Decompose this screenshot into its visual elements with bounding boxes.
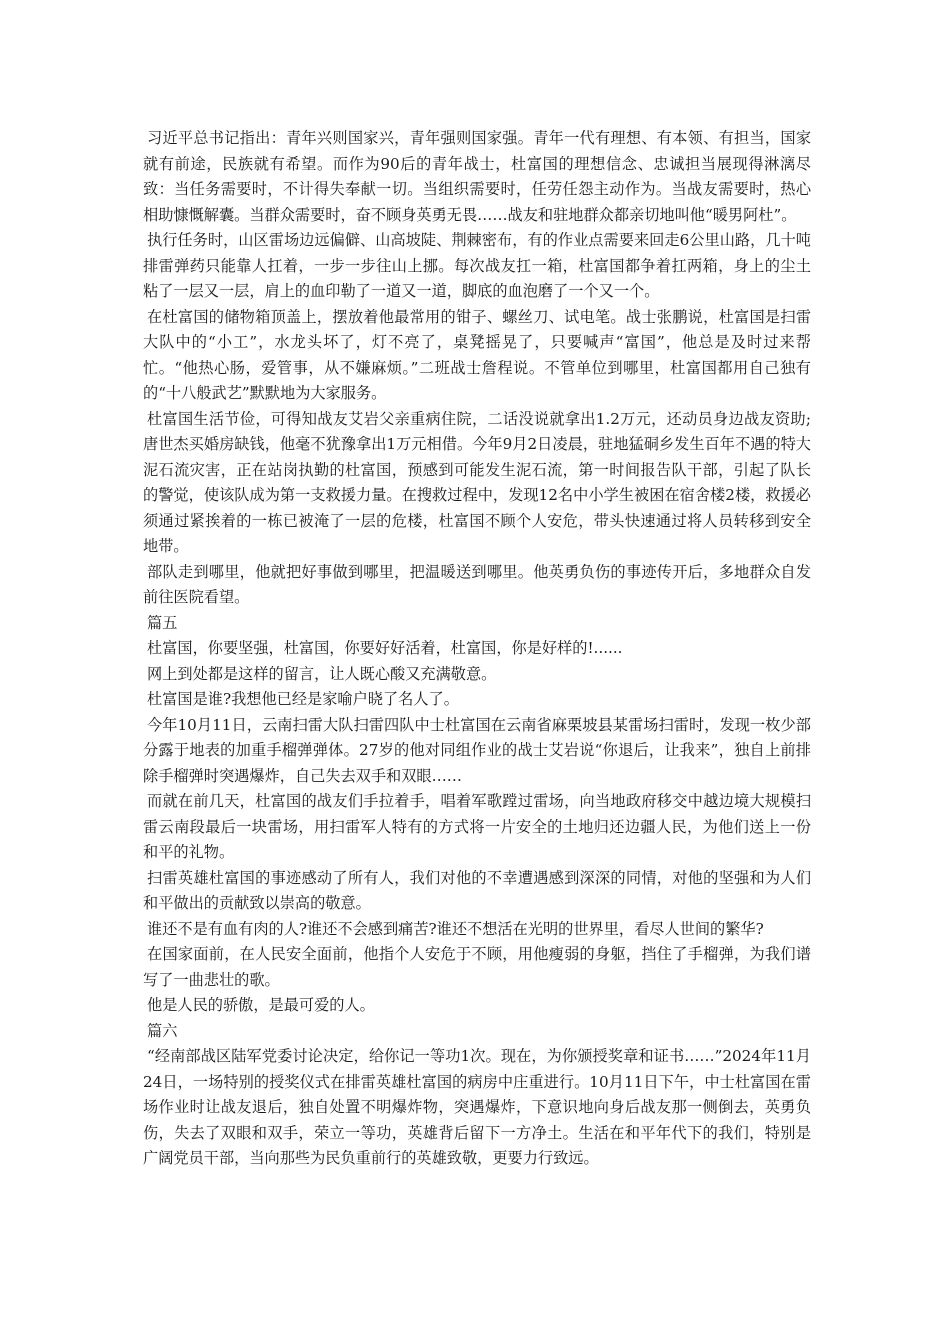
paragraph: 在国家面前，在人民安全面前，他指个人安危于不顾，用他瘦弱的身躯，挡住了手榴弹，为我们谱写了一曲悲壮的歌。 <box>143 945 811 989</box>
paragraph: “经南部战区陆军党委讨论决定，给你记一等功1次。现在，为你颁授奖章和证书……”2024年11月24日，一场特别的授奖仪式在排雷英雄杜富国的病房中庄重进行。10月11日下午，中士杜富国在雷场作业时让战友退后，独自处置不明爆炸物，突遇爆炸，下意识地向身后战友那一侧倒去，英勇负伤，失去了双眼和双手，荣立一等功，英雄背后留下一方净土。生活在和平年代下的我们，特别是广阔党员干部，当向那些为民负重前行的英雄致敬，更要力行致远。 <box>143 1047 811 1167</box>
document-page <box>143 126 811 1172</box>
paragraph: 习近平总书记指出：青年兴则国家兴，青年强则国家强。青年一代有理想、有本领、有担当，国家就有前途，民族就有希望。而作为90后的青年战士，杜富国的理想信念、忠诚担当展现得淋漓尽致：当任务需要时，不计得失奉献一切。当组织需要时，任劳任怨主动作为。当战友需要时，热心相助慷慨解囊。当群众需要时，奋不顾身英勇无畏……战友和驻地群众都亲切地叫他“暖男阿杜”。 <box>143 129 811 224</box>
paragraph: 杜富国生活节俭，可得知战友艾岩父亲重病住院，二话没说就拿出1.2万元，还动员身边战友资助;唐世杰买婚房缺钱，他毫不犹豫拿出1万元相借。今年9月2日凌晨，驻地猛硐乡发生百年不遇的特大泥石流灾害，正在站岗执勤的杜富国，预感到可能发生泥石流，第一时间报告队干部，引起了队长的警觉，使该队成为第一支救援力量。在搜救过程中，发现12名中小学生被困在宿舍楼2楼，救援必须通过紧挨着的一栋已被淹了一层的危楼，杜富国不顾个人安危，带头快速通过将人员转移到安全地带。 <box>143 409 811 555</box>
paragraph: 网上到处都是这样的留言，让人既心酸又充满敬意。 <box>147 664 497 683</box>
paragraph: 而就在前几天，杜富国的战友们手拉着手，唱着军歌蹚过雷场，向当地政府移交中越边境大规模扫雷云南段最后一块雷场，用扫雷军人特有的方式将一片安全的土地归还边疆人民，为他们送上一份和平的礼物。 <box>143 792 811 861</box>
section-heading: 篇六 <box>147 1021 178 1040</box>
paragraph: 谁还不是有血有肉的人?谁还不会感到痛苦?谁还不想活在光明的世界里，看尽人世间的繁华? <box>147 919 764 938</box>
paragraph: 今年10月11日，云南扫雷大队扫雷四队中士杜富国在云南省麻栗坡县某雷场扫雷时，发现一枚少部分露于地表的加重手榴弹弹体。27岁的他对同组作业的战士艾岩说“你退后，让我来”，独自上前排除手榴弹时突遇爆炸，自己失去双手和双眼…… <box>143 715 811 785</box>
paragraph: 部队走到哪里，他就把好事做到哪里，把温暖送到哪里。他英勇负伤的事迹传开后，多地群众自发前往医院看望。 <box>143 562 811 606</box>
section-heading: 篇五 <box>147 613 178 632</box>
paragraph: 他是人民的骄傲，是最可爱的人。 <box>147 996 375 1014</box>
paragraph: 扫雷英雄杜富国的事迹感动了所有人，我们对他的不幸遭遇感到深深的同情，对他的坚强和为人们和平做出的贡献致以崇高的敬意。 <box>143 868 811 912</box>
paragraph: 执行任务时，山区雷场边远偏僻、山高坡陡、荆棘密布，有的作业点需要来回走6公里山路，几十吨排雷弹药只能靠人扛着，一步一步往山上挪。每次战友扛一箱，杜富国都争着扛两箱，身上的尘土粘了一层又一层，肩上的血印勒了一道又一道，脚底的血泡磨了一个又一个。 <box>143 231 811 300</box>
paragraph: 在杜富国的储物箱顶盖上，摆放着他最常用的钳子、螺丝刀、试电笔。战士张鹏说，杜富国是扫雷大队中的“小工”，水龙头坏了，灯不亮了，桌凳摇晃了，只要喊声“富国”，他总是及时过来帮忙。“他热心肠，爱管事，从不嫌麻烦。”二班战士詹程说。不管单位到哪里，杜富国都用自己独有的“十八般武艺”默默地为大家服务。 <box>143 307 811 402</box>
paragraph: 杜富国是谁?我想他已经是家喻户晓了名人了。 <box>147 690 459 708</box>
paragraph: 杜富国，你要坚强，杜富国，你要好好活着，杜富国，你是好样的!...... <box>147 639 623 657</box>
